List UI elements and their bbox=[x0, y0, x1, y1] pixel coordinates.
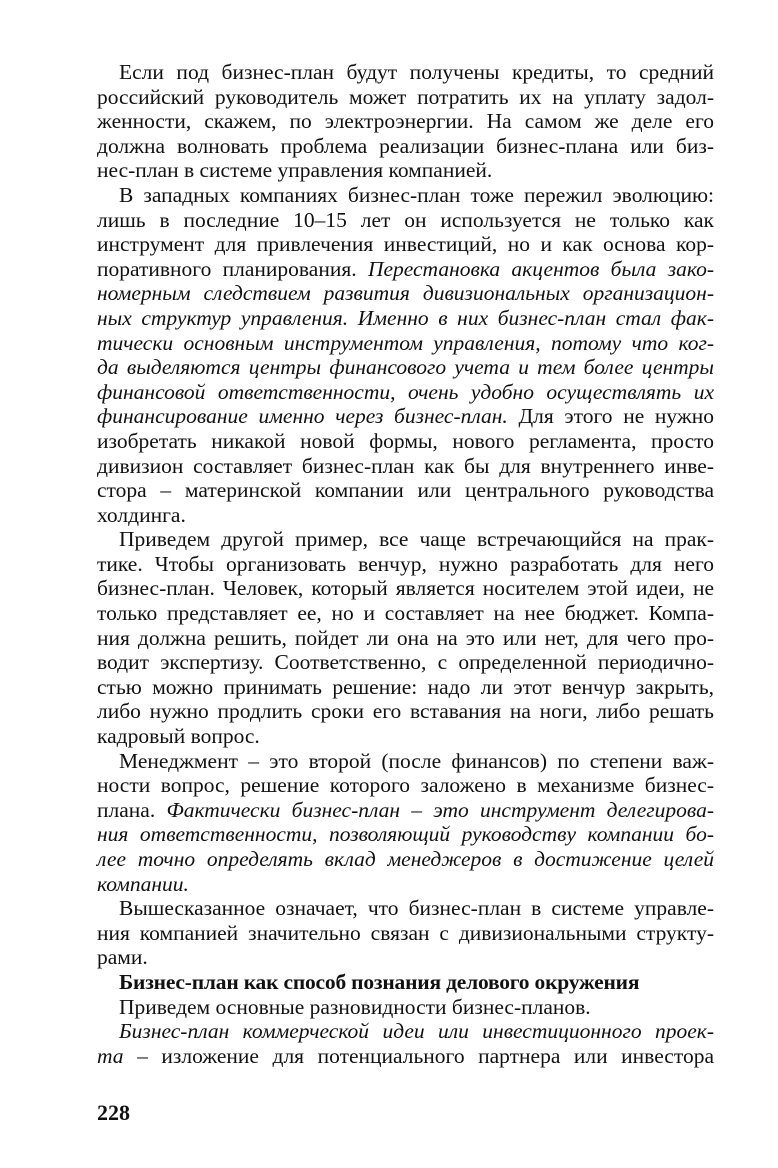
text: Менеджмент – это второй (после финансов) по степени важ- bbox=[119, 748, 714, 773]
text: ния должна решить, пойдет ли она на это или нет, для чего про- bbox=[97, 625, 714, 650]
text: Если под бизнес-план будут получены кредиты, то средний bbox=[119, 60, 714, 84]
italic-text: Фактически бизнес-план – это инструмент делегирова- bbox=[166, 797, 714, 822]
italic-text: финансирование именно через бизнес-план. bbox=[97, 404, 508, 429]
text: либо нужно продлить сроки его вставания на ноги, либо решать bbox=[97, 699, 714, 724]
text-line bbox=[97, 109, 714, 134]
text: Вышесказанное означает, что бизнес-план в системе управле- bbox=[119, 896, 714, 921]
text-line bbox=[97, 798, 714, 823]
text-line bbox=[97, 699, 714, 724]
text-line bbox=[97, 847, 714, 872]
text-line bbox=[97, 257, 714, 282]
text-line bbox=[97, 60, 714, 85]
text: – изложение для потенциального партнера или инвестора bbox=[123, 1043, 714, 1068]
text-line bbox=[97, 380, 714, 405]
text: нес-план в системе управления компанией. bbox=[97, 158, 493, 183]
text-line bbox=[97, 675, 714, 700]
text: Для этого не нужно bbox=[507, 404, 714, 429]
text-line bbox=[97, 970, 714, 995]
text-line bbox=[97, 872, 714, 897]
text-line bbox=[97, 208, 714, 233]
text: кадровый вопрос. bbox=[97, 724, 260, 749]
text: российский руководитель может потратить их на уплату задол- bbox=[97, 84, 714, 109]
text-line bbox=[97, 85, 714, 110]
italic-text: ных структур управления. Именно в них бизнес-план стал фак- bbox=[97, 305, 714, 330]
italic-text: финансовой ответственности, очень удобно осуществлять их bbox=[97, 379, 714, 404]
paragraph bbox=[97, 749, 714, 897]
text: должна волновать проблема реализации бизнес-плана или биз- bbox=[97, 133, 714, 158]
text: поративного планирования. bbox=[97, 256, 368, 281]
page-number: 228 bbox=[97, 1100, 130, 1125]
text: стора – материнской компании или центрального руководства bbox=[97, 478, 714, 503]
text: женности, скажем, по электроэнергии. На самом же деле его bbox=[97, 109, 714, 134]
text-line bbox=[97, 552, 714, 577]
text: Приведем другой пример, все чаще встречающийся на прак- bbox=[119, 527, 714, 552]
page-body bbox=[97, 60, 714, 1068]
italic-text: та bbox=[97, 1043, 124, 1068]
text: ности вопрос, решение которого заложено в механизме бизнес- bbox=[97, 773, 714, 798]
text-line bbox=[97, 281, 714, 306]
text-line bbox=[97, 527, 714, 552]
text-line bbox=[97, 945, 714, 970]
text-line bbox=[97, 724, 714, 749]
italic-text: компании. bbox=[97, 871, 189, 896]
text: изобретать никакой новой формы, нового регламента, просто bbox=[97, 428, 714, 453]
text: бизнес-план. Человек, который является носителем этой идеи, не bbox=[97, 576, 714, 601]
italic-text: номерным следствием развития дивизиональных организацион- bbox=[97, 281, 714, 306]
text-line bbox=[97, 995, 714, 1020]
text: инструмент для привлечения инвестиций, но и как основа кор- bbox=[97, 232, 714, 257]
text: рами. bbox=[97, 945, 148, 970]
text: стью можно принимать решение: надо ли этот венчур закрыть, bbox=[97, 674, 714, 699]
text: только представляет ее, но и составляет на нее бюджет. Компа- bbox=[97, 601, 714, 626]
paragraph bbox=[97, 183, 714, 527]
text-line bbox=[97, 921, 714, 946]
italic-text: Перестановка акцентов была зако- bbox=[367, 256, 715, 281]
paragraph bbox=[97, 896, 714, 970]
text: В западных компаниях бизнес-план тоже пережил эволюцию: bbox=[119, 182, 714, 207]
text: холдинга. bbox=[97, 502, 186, 527]
paragraph bbox=[97, 995, 714, 1020]
text-line bbox=[97, 601, 714, 626]
text-line bbox=[97, 429, 714, 454]
text-line bbox=[97, 626, 714, 651]
italic-text: тически основным инструментом управления, потому что ког- bbox=[97, 330, 714, 355]
text-line bbox=[97, 576, 714, 601]
italic-text: ния ответственности, позволяющий руководству компании бо- bbox=[97, 822, 714, 847]
text-line bbox=[97, 355, 714, 380]
italic-text: Бизнес-план коммерческой идеи или инвестиционного проек- bbox=[119, 1019, 714, 1044]
text-line bbox=[97, 232, 714, 257]
text-line bbox=[97, 749, 714, 774]
text-line bbox=[97, 158, 714, 183]
italic-text: да выделяются центры финансового учета и тем более центры bbox=[97, 355, 714, 380]
text-line bbox=[97, 1019, 714, 1044]
text-line bbox=[97, 822, 714, 847]
text-line bbox=[97, 650, 714, 675]
text: тике. Чтобы организовать венчур, нужно разработать для него bbox=[97, 551, 714, 576]
section-heading bbox=[97, 970, 714, 995]
paragraph bbox=[97, 1019, 714, 1068]
text-line bbox=[97, 134, 714, 159]
text: дивизион составляет бизнес-план как бы для внутреннего инве- bbox=[97, 453, 714, 478]
paragraph bbox=[97, 527, 714, 748]
text-line bbox=[97, 478, 714, 503]
text: лишь в последние 10–15 лет он используется не только как bbox=[97, 207, 714, 232]
text: Бизнес-план как способ познания делового окружения bbox=[119, 969, 640, 994]
text: плана. bbox=[97, 797, 167, 822]
text-line bbox=[97, 183, 714, 208]
text-line bbox=[97, 1044, 714, 1069]
text: водит экспертизу. Соответственно, с определенной периодично- bbox=[97, 650, 714, 675]
italic-text: лее точно определять вклад менеджеров в достижение целей bbox=[97, 847, 714, 871]
text-line bbox=[97, 454, 714, 479]
text-line bbox=[97, 773, 714, 798]
text-line bbox=[97, 331, 714, 356]
paragraph bbox=[97, 60, 714, 183]
text-line bbox=[97, 896, 714, 921]
text: ния компанией значительно связан с дивизиональными структу- bbox=[97, 920, 714, 945]
text-line bbox=[97, 306, 714, 331]
text-line bbox=[97, 503, 714, 528]
text: Приведем основные разновидности бизнес-планов. bbox=[119, 994, 591, 1019]
text-line bbox=[97, 404, 714, 429]
